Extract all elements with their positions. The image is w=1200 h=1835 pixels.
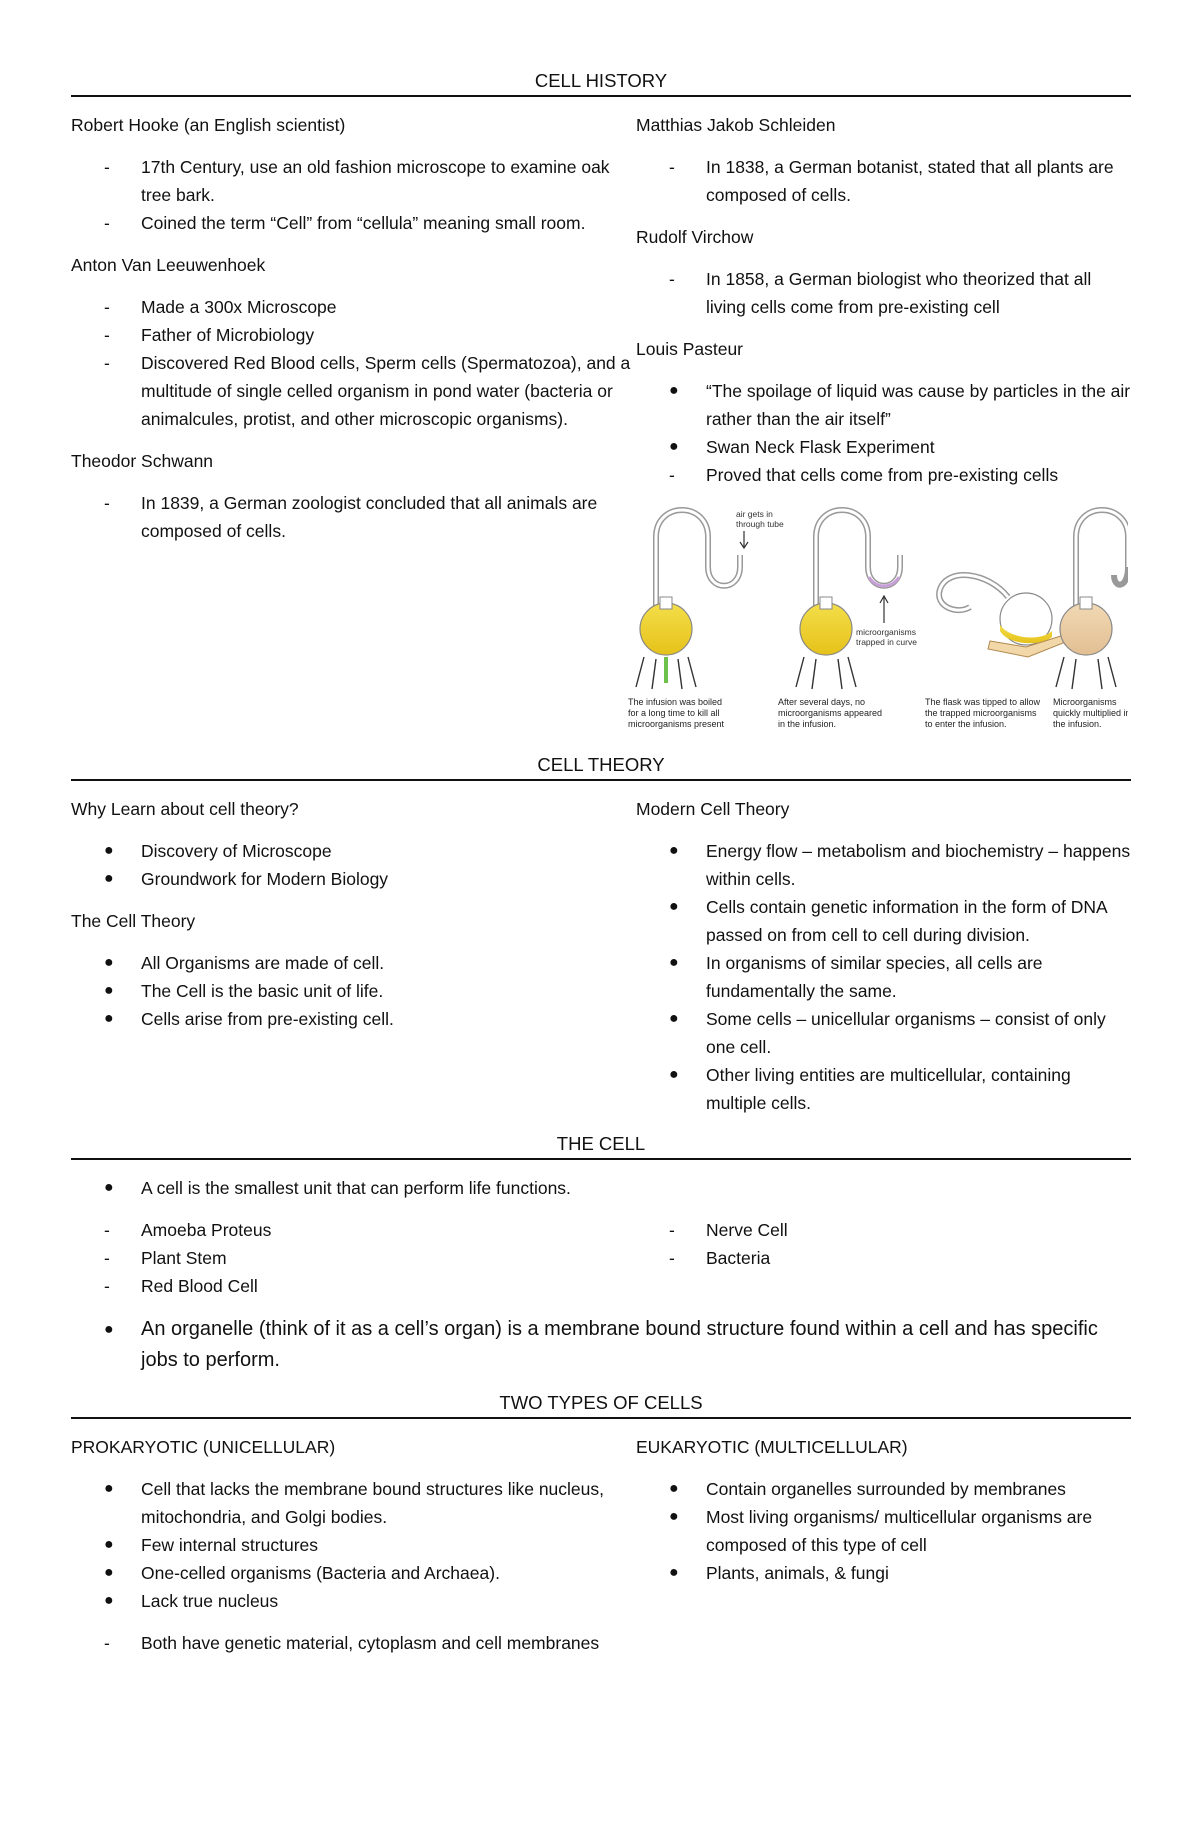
leeuwenhoek-list: [71, 293, 636, 433]
list-item: - Coined the term “Cell” from “cellula” meaning small room.: [104, 213, 586, 233]
list-item: - Father of Microbiology: [104, 325, 315, 345]
caption-1: [628, 697, 725, 729]
why-heading: Why Learn about cell theory?: [71, 799, 299, 819]
list-item: ● Some cells – unicellular organisms – consist of only one cell.: [669, 1009, 1106, 1057]
svg-text:the trapped microorganisms: the trapped microorganisms: [925, 708, 1037, 718]
the-cell-intro: [71, 1174, 1131, 1202]
cell-history-left: [71, 111, 636, 740]
list-item: - Bacteria: [669, 1248, 771, 1268]
schleiden-heading: Matthias Jakob Schleiden: [636, 115, 836, 135]
svg-text:the infusion.: the infusion.: [1053, 719, 1102, 729]
svg-text:The infusion was boiled: The infusion was boiled: [628, 697, 723, 707]
cell-examples: [71, 1216, 1131, 1314]
why-list: [71, 837, 636, 893]
prokaryotic-list: [71, 1475, 636, 1615]
svg-text:in the infusion.: in the infusion.: [778, 719, 837, 729]
hooke-list: [71, 153, 636, 237]
trapped-label: [856, 596, 917, 647]
cell-theory-title: CELL THEORY: [71, 752, 1131, 781]
flask-multiplied: [1056, 510, 1128, 689]
leeuwenhoek-heading: Anton Van Leeuwenhoek: [71, 255, 266, 275]
svg-text:quickly multiplied in: quickly multiplied in: [1053, 708, 1128, 718]
caption-3: [925, 697, 1041, 729]
list-item: ● Groundwork for Modern Biology: [104, 869, 389, 889]
prokaryotic-column: [71, 1433, 636, 1629]
list-item: ● One-celled organisms (Bacteria and Archaea).: [104, 1563, 500, 1583]
list-item: - Both have genetic material, cytoplasm and cell membranes: [104, 1633, 600, 1653]
caption-2: [778, 697, 882, 729]
cell-theory-columns: [71, 795, 1131, 1131]
eukaryotic-heading: EUKARYOTIC (MULTICELLULAR): [636, 1437, 908, 1457]
cell-examples-left: [71, 1216, 636, 1314]
swan-neck-flask-figure: [628, 497, 1131, 740]
prokaryotic-heading: PROKARYOTIC (UNICELLULAR): [71, 1437, 336, 1457]
list-item: - Amoeba Proteus: [104, 1220, 272, 1240]
the-cell-title: THE CELL: [71, 1131, 1131, 1160]
list-item: - Made a 300x Microscope: [104, 297, 337, 317]
cell-history-right: [628, 111, 1131, 740]
list-item: ● Plants, animals, & fungi: [669, 1563, 889, 1583]
cell-examples-right: [636, 1216, 1131, 1314]
list-item: ● In organisms of similar species, all cells are fundamentally the same.: [669, 953, 1043, 1001]
list-item: ● Discovery of Microscope: [104, 841, 332, 861]
svg-text:Microorganisms: Microorganisms: [1053, 697, 1117, 707]
examples-left-list: [71, 1216, 636, 1300]
list-item: ● An organelle (think of it as a cell’s organ) is a membrane bound structure found within a cell and has specific jobs to perform.: [104, 1318, 1098, 1371]
two-types-columns: [71, 1433, 1131, 1629]
svg-text:microorganisms present: microorganisms present: [628, 719, 725, 729]
swan-neck-flask-illustration: [628, 497, 1128, 732]
list-item: - 17th Century, use an old fashion microscope to examine oak tree bark.: [104, 157, 610, 205]
list-item: - Red Blood Cell: [104, 1276, 258, 1296]
list-item: ● Most living organisms/ multicellular organisms are composed of this type of cell: [669, 1507, 1093, 1555]
document-page: [71, 68, 1131, 1671]
cell-theory-right: [636, 795, 1131, 1131]
air-label: [736, 509, 784, 548]
hooke-heading: Robert Hooke (an English scientist): [71, 115, 346, 135]
cell-history-title: CELL HISTORY: [71, 68, 1131, 97]
organelle-note: [71, 1314, 1131, 1376]
pasteur-heading: Louis Pasteur: [636, 339, 744, 359]
flask-tipped: [939, 575, 1068, 657]
cell-theory-list: [71, 949, 636, 1033]
both-note: [71, 1629, 1131, 1657]
list-item: - Plant Stem: [104, 1248, 227, 1268]
modern-heading: Modern Cell Theory: [636, 799, 790, 819]
svg-text:After several days, no: After several days, no: [778, 697, 866, 707]
list-item: ● Few internal structures: [104, 1535, 319, 1555]
list-item: ● All Organisms are made of cell.: [104, 953, 385, 973]
list-item: ● Other living entities are multicellular, containing multiple cells.: [669, 1065, 1071, 1113]
list-item: ● Energy flow – metabolism and biochemistry – happens within cells.: [669, 841, 1131, 889]
list-item: - In 1839, a German zoologist concluded that all animals are composed of cells.: [104, 493, 598, 541]
svg-text:The flask was tipped to allow: The flask was tipped to allow: [925, 697, 1041, 707]
pasteur-list: [636, 377, 1131, 489]
svg-text:microorganisms: microorganisms: [856, 627, 916, 637]
examples-right-list: [636, 1216, 1131, 1272]
modern-list: [636, 837, 1131, 1117]
svg-text:to enter the infusion.: to enter the infusion.: [925, 719, 1007, 729]
two-types-title: TWO TYPES OF CELLS: [71, 1390, 1131, 1419]
list-item: - Nerve Cell: [669, 1220, 788, 1240]
virchow-list: [636, 265, 1131, 321]
cell-theory-left: [71, 795, 636, 1131]
schwann-heading: Theodor Schwann: [71, 451, 214, 471]
list-item: ● Swan Neck Flask Experiment: [669, 437, 935, 457]
flask-boiling: [636, 510, 740, 689]
list-item: ● A cell is the smallest unit that can perform life functions.: [104, 1178, 571, 1198]
list-item: ● Lack true nucleus: [104, 1591, 279, 1611]
svg-text:trapped in curve: trapped in curve: [856, 637, 917, 647]
eukaryotic-list: [636, 1475, 1131, 1587]
list-item: - Discovered Red Blood cells, Sperm cells (Spermatozoa), and a multitude of single celled organism in pond water (bacteria or animalcules, protist, and other microscopic organisms).: [104, 353, 631, 429]
caption-4: [1053, 697, 1128, 729]
list-item: ● Cells arise from pre-existing cell.: [104, 1009, 394, 1029]
svg-text:microorganisms appeared: microorganisms appeared: [778, 708, 883, 718]
schwann-list: [71, 489, 636, 545]
list-item: ● “The spoilage of liquid was cause by particles in the air rather than the air itself”: [669, 381, 1131, 429]
list-item: - In 1838, a German botanist, stated that all plants are composed of cells.: [669, 157, 1114, 205]
schleiden-list: [636, 153, 1131, 209]
cell-history-columns: [71, 111, 1131, 740]
list-item: ● The Cell is the basic unit of life.: [104, 981, 384, 1001]
list-item: ● Cell that lacks the membrane bound structures like nucleus, mitochondria, and Golgi bodies.: [104, 1479, 605, 1527]
virchow-heading: Rudolf Virchow: [636, 227, 754, 247]
list-item: - In 1858, a German biologist who theorized that all living cells come from pre-existing cell: [669, 269, 1092, 317]
svg-text:through tube: through tube: [736, 519, 784, 529]
eukaryotic-column: [636, 1433, 1131, 1629]
list-item: ● Cells contain genetic information in the form of DNA passed on from cell to cell during division.: [669, 897, 1107, 945]
svg-text:air gets in: air gets in: [736, 509, 773, 519]
list-item: ● Contain organelles surrounded by membranes: [669, 1479, 1066, 1499]
cell-theory-heading: The Cell Theory: [71, 911, 196, 931]
list-item: - Proved that cells come from pre-existing cells: [669, 465, 1059, 485]
svg-text:for a long time to kill all: for a long time to kill all: [628, 708, 720, 718]
